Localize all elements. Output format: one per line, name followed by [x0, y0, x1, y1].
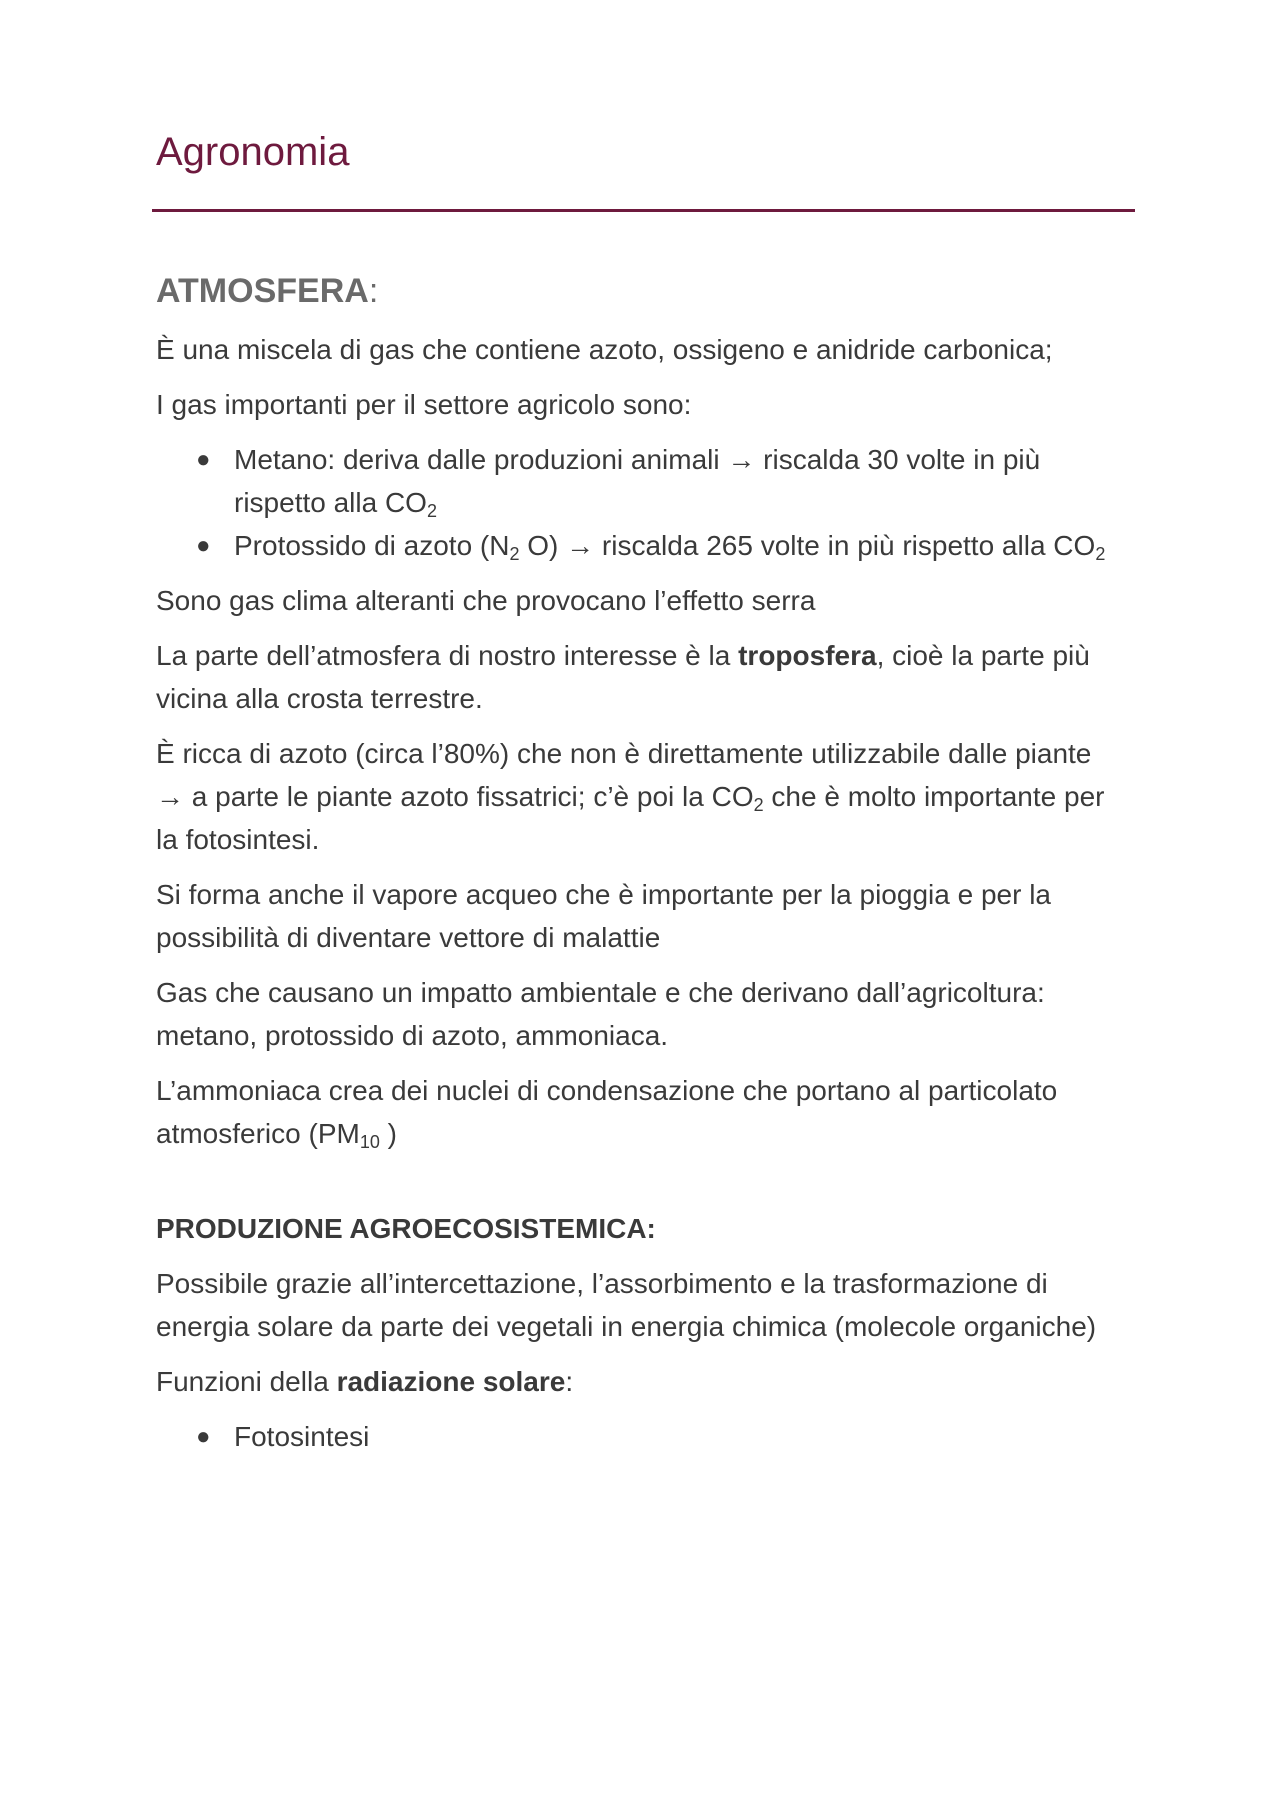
paragraph: Si forma anche il vapore acqueo che è importante per la pioggia e per la possibilità di diventare vettore di malattie	[156, 879, 1051, 953]
bullet-icon: ●	[196, 446, 211, 473]
arrow-icon: →	[727, 444, 756, 475]
bold-term: radiazione solare	[336, 1366, 566, 1397]
bullet-icon: ●	[196, 1423, 211, 1450]
paragraph: Gas che causano un impatto ambientale e che derivano dall’agricoltura: metano, protossido di azoto, ammoniaca.	[156, 977, 1045, 1051]
list-item: ● Protossido di azoto ($N_2$ O) → riscalda 265 volte in più rispetto alla $CO_2$	[234, 524, 1126, 567]
paragraph: È ricca di azoto (circa l’80%) che non è direttamente utilizzabile dalle piante → a parte le piante azoto fissatrici; c’è poi la $CO_2$ che è molto importante per la fotosintesi.	[156, 738, 1105, 855]
document-body	[156, 268, 1126, 1470]
heading-text: ATMOSFERA	[156, 272, 369, 310]
bullet-list	[156, 438, 1126, 567]
paragraph: L’ammoniaca crea dei nuclei di condensazione che portano al particolato atmosferico ($PM_{10}$ )	[156, 1075, 1058, 1152]
document-title: Agronomia	[156, 130, 350, 174]
bullet-list	[156, 1415, 1126, 1458]
section-heading-produzione: PRODUZIONE AGROECOSISTEMICA:	[156, 1213, 656, 1244]
paragraph: Possibile grazie all’intercettazione, l’assorbimento e la trasformazione di energia solare da parte dei vegetali in energia chimica (molecole organiche)	[156, 1268, 1097, 1342]
arrow-icon: →	[566, 530, 595, 561]
paragraph: La parte dell’atmosfera di nostro interesse è la troposfera, cioè la parte più vicina alla crosta terrestre.	[156, 640, 1090, 714]
arrow-icon: →	[156, 781, 184, 812]
paragraph: I gas importanti per il settore agricolo sono:	[156, 389, 692, 420]
list-item: ● Metano: deriva dalle produzioni animali → riscalda 30 volte in più rispetto alla $CO_2$	[234, 438, 1126, 524]
list-item: ● Fotosintesi	[234, 1415, 1126, 1458]
paragraph: Sono gas clima alteranti che provocano l’effetto serra	[156, 585, 816, 616]
title-divider	[152, 209, 1135, 212]
section-heading-atmosfera	[156, 268, 1126, 314]
paragraph: È una miscela di gas che contiene azoto, ossigeno e anidride carbonica;	[156, 334, 1053, 365]
bullet-icon: ●	[196, 532, 211, 559]
bold-term: troposfera	[738, 640, 877, 671]
heading-colon: :	[368, 272, 379, 310]
paragraph: Funzioni della radiazione solare:	[156, 1366, 574, 1397]
